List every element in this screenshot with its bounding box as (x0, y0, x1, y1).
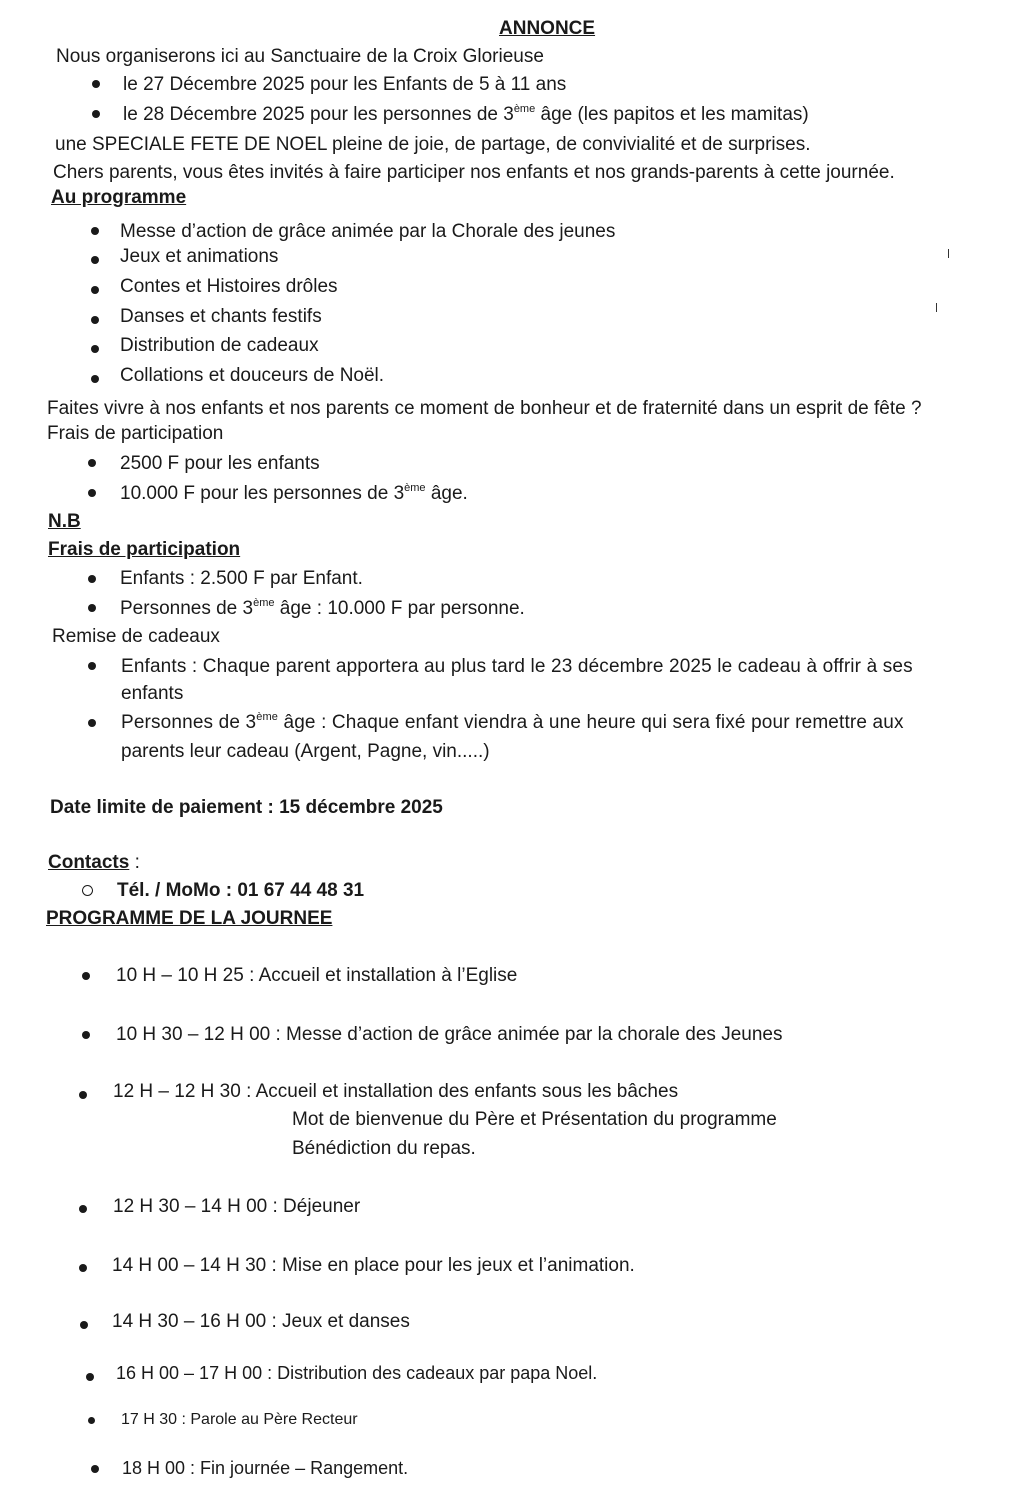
nb-frais-heading: Frais de participation (48, 539, 241, 560)
bullet (82, 1031, 90, 1039)
schedule-item-detail: Bénédiction du repas. (292, 1138, 476, 1159)
closing-line: Faites vivre à nos enfants et nos parents ce moment de bonheur et de fraternité dans un esprit de fête ? (47, 398, 922, 419)
bullet (79, 1264, 87, 1272)
nb-frais-item-elders: Personnes de 3ème âge : 10.000 F par personne. (120, 597, 525, 619)
schedule-item: 14 H 30 – 16 H 00 : Jeux et danses (112, 1311, 410, 1332)
programme-item: Messe d’action de grâce animée par la Chorale des jeunes (120, 221, 616, 242)
nb-frais-item-children: Enfants : 2.500 F par Enfant. (120, 568, 363, 589)
bullet (91, 286, 99, 294)
document-title: ANNONCE (499, 18, 596, 39)
bullet (91, 345, 99, 353)
intro-date-children: le 27 Décembre 2025 pour les Enfants de 5 à 11 ans (123, 74, 567, 95)
bullet (91, 227, 99, 235)
schedule-item: 10 H – 10 H 25 : Accueil et installation à l’Eglise (116, 965, 518, 986)
payment-deadline: Date limite de paiement : 15 décembre 2025 (50, 797, 443, 818)
bullet (79, 1205, 87, 1213)
bullet (88, 575, 96, 583)
remise-item-elders-cont: parents leur cadeau (Argent, Pagne, vin.....) (121, 741, 490, 762)
bullet (88, 662, 96, 670)
programme-item: Collations et douceurs de Noël. (120, 365, 385, 386)
bullet (80, 1321, 88, 1329)
remise-item-children: Enfants : Chaque parent apportera au plus tard le 23 décembre 2025 le cadeau à offrir à ses (121, 656, 913, 677)
remise-label: Remise de cadeaux (52, 626, 220, 647)
programme-item: Jeux et animations (120, 246, 279, 267)
frais-label: Frais de participation (47, 423, 224, 444)
bullet (91, 1465, 99, 1473)
circle-bullet (82, 885, 93, 896)
schedule-item: 12 H – 12 H 30 : Accueil et installation des enfants sous les bâches (113, 1081, 679, 1102)
bullet (91, 375, 99, 383)
bullet (82, 972, 90, 980)
scan-mark (936, 303, 937, 312)
schedule-item: 18 H 00 : Fin journée – Rangement. (122, 1458, 409, 1478)
bullet (88, 489, 96, 497)
bullet (92, 110, 100, 118)
bullet (88, 1417, 95, 1424)
programme-heading: Au programme (51, 187, 187, 208)
schedule-item: 12 H 30 – 14 H 00 : Déjeuner (113, 1196, 361, 1217)
schedule-item: 17 H 30 : Parole au Père Recteur (121, 1411, 358, 1428)
schedule-item-detail: Mot de bienvenue du Père et Présentation du programme (292, 1109, 777, 1130)
bullet (92, 80, 100, 88)
frais-item-elders: 10.000 F pour les personnes de 3ème âge. (120, 482, 468, 504)
programme-item: Contes et Histoires drôles (120, 276, 338, 297)
bullet (88, 604, 96, 612)
bullet (86, 1373, 94, 1381)
schedule-heading: PROGRAMME DE LA JOURNEE (46, 908, 333, 929)
intro-event-line: une SPECIALE FETE DE NOEL pleine de joie, de partage, de convivialité et de surprises. (55, 134, 811, 155)
remise-item-elders: Personnes de 3ème âge : Chaque enfant viendra à une heure qui sera fixé pour remettre aux (121, 711, 904, 733)
bullet (88, 719, 96, 727)
bullet (79, 1091, 87, 1099)
schedule-item: 16 H 00 – 17 H 00 : Distribution des cadeaux par papa Noel. (116, 1363, 598, 1383)
intro-invitation-line: Chers parents, vous êtes invités à faire participer nos enfants et nos grands-parents à cette journée. (53, 162, 895, 183)
nb-label: N.B (48, 511, 81, 532)
bullet (91, 316, 99, 324)
intro-line: Nous organiserons ici au Sanctuaire de la Croix Glorieuse (56, 46, 544, 67)
contacts-heading: Contacts : (48, 852, 140, 873)
bullet (91, 256, 99, 264)
intro-date-elders: le 28 Décembre 2025 pour les personnes de 3ème âge (les papitos et les mamitas) (123, 103, 809, 125)
programme-item: Danses et chants festifs (120, 306, 322, 327)
scan-mark (948, 249, 949, 258)
schedule-item: 14 H 00 – 14 H 30 : Mise en place pour les jeux et l’animation. (112, 1255, 635, 1276)
programme-item: Distribution de cadeaux (120, 335, 319, 356)
remise-item-children-cont: enfants (121, 683, 184, 704)
schedule-item: 10 H 30 – 12 H 00 : Messe d’action de grâce animée par la chorale des Jeunes (116, 1024, 783, 1045)
bullet (88, 459, 96, 467)
frais-item-children: 2500 F pour les enfants (120, 453, 320, 474)
contact-phone: Tél. / MoMo : 01 67 44 48 31 (117, 880, 365, 901)
